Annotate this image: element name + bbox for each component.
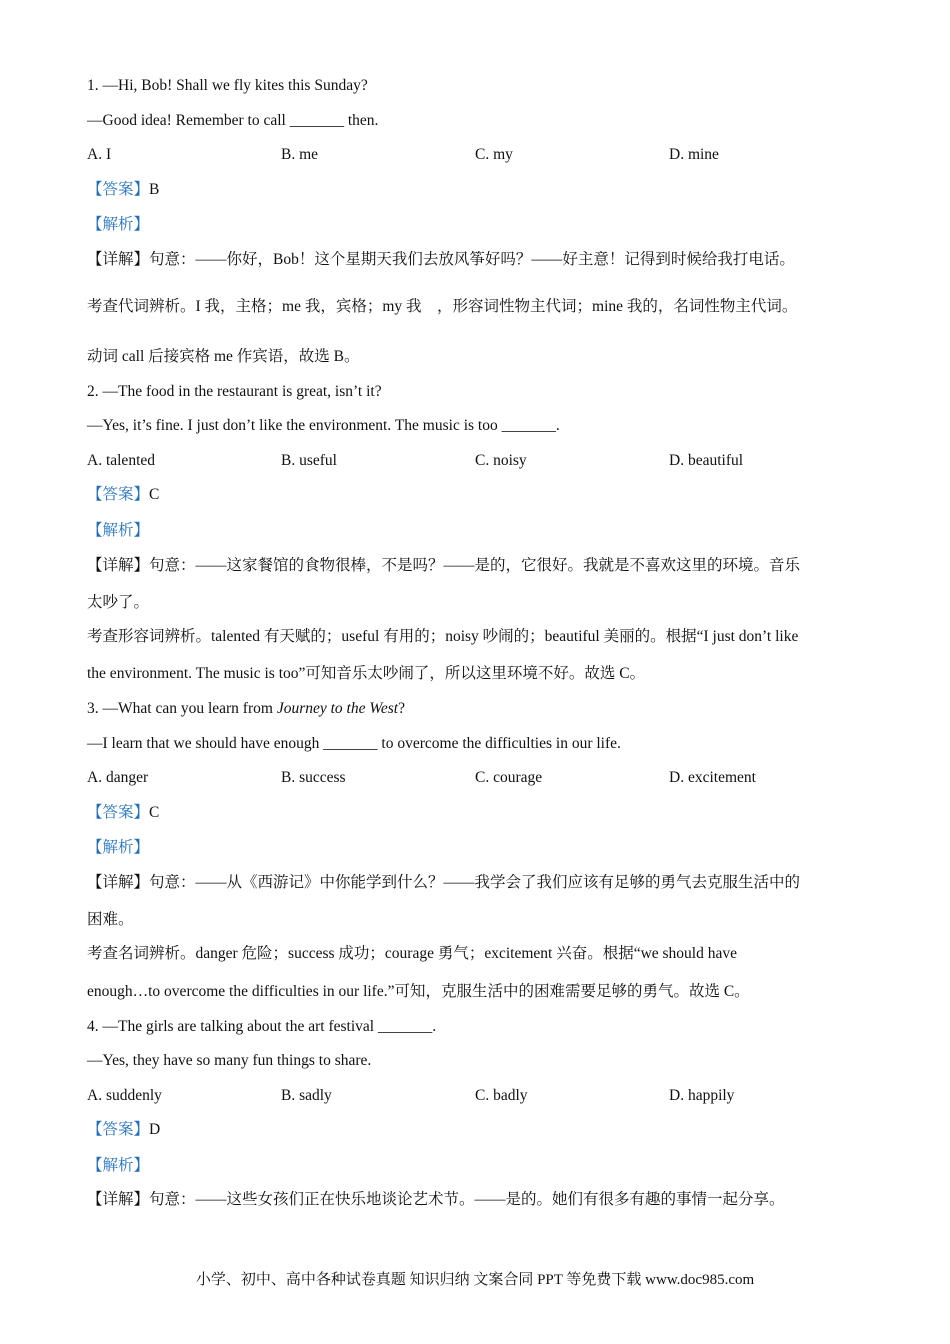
- q2-answer-value: C: [149, 486, 160, 503]
- q3-detail-cont: 困难。: [87, 911, 134, 928]
- detail-tag: 【详解】: [87, 874, 150, 891]
- detail-tag: 【详解】: [87, 251, 150, 268]
- q1-answer: [87, 180, 877, 200]
- q2-explain-1: 考查形容词辨析。talented 有天赋的；useful 有用的；noisy 吵闹的；beautiful 美丽的。根据“I just don’t like: [87, 628, 799, 645]
- q3-stem-end: ?: [398, 700, 405, 717]
- q2-option-d: D. beautiful: [669, 452, 744, 469]
- analysis-tag: 【解析】: [87, 1157, 150, 1174]
- q2-option-c: C. noisy: [475, 452, 527, 469]
- q4-answer: [87, 1120, 877, 1140]
- q3-stem: [87, 699, 877, 719]
- q2-option-a: A. talented: [87, 452, 156, 469]
- q4-analysis: [87, 1156, 877, 1176]
- q3-option-c: C. courage: [475, 769, 543, 786]
- q4-detail-text: 句意：——这些女孩们正在快乐地谈论艺术节。——是的。她们有很多有趣的事情一起分享。: [149, 1191, 785, 1208]
- answer-tag: 【答案】: [87, 1121, 150, 1138]
- q1-stem-reply: —Good idea! Remember to call _______ then.: [87, 112, 379, 129]
- q3-detail-text: 句意：——从《西游记》中你能学到什么？——我学会了我们应该有足够的勇气去克服生活中的: [149, 874, 801, 891]
- q4-option-c: C. badly: [475, 1087, 528, 1104]
- q4-stem-reply: —Yes, they have so many fun things to share.: [87, 1052, 372, 1069]
- q2-answer: [87, 485, 877, 505]
- q3-answer: [87, 803, 877, 823]
- q2-analysis: [87, 521, 877, 541]
- q4-answer-value: D: [149, 1121, 161, 1138]
- q4-stem: 4. —The girls are talking about the art festival _______.: [87, 1018, 437, 1035]
- detail-tag: 【详解】: [87, 1191, 150, 1208]
- q4-option-d: D. happily: [669, 1087, 735, 1104]
- q2-explain-2: the environment. The music is too”可知音乐太吵闹了，所以这里环境不好。故选 C。: [87, 665, 646, 682]
- q1-option-a: A. I: [87, 146, 112, 163]
- q1-stem: 1. —Hi, Bob! Shall we fly kites this Sunday?: [87, 77, 368, 94]
- q3-answer-value: C: [149, 804, 160, 821]
- q2-stem: 2. —The food in the restaurant is great, isn’t it?: [87, 383, 382, 400]
- q1-option-b: B. me: [281, 146, 319, 163]
- q3-option-d: D. excitement: [669, 769, 756, 786]
- q1-analysis: [87, 215, 877, 235]
- q2-detail-text: 句意：——这家餐馆的食物很棒，不是吗？——是的，它很好。我就是不喜欢这里的环境。音乐: [149, 557, 801, 574]
- analysis-tag: 【解析】: [87, 839, 150, 856]
- q3-explain-1: 考查名词辨析。danger 危险；success 成功；courage 勇气；excitement 兴奋。根据“we should have: [87, 945, 738, 962]
- q2-detail: [87, 556, 877, 576]
- q4-option-b: B. sadly: [281, 1087, 332, 1104]
- detail-tag: 【详解】: [87, 557, 150, 574]
- q3-explain-2: enough…to overcome the difficulties in our life.”可知，克服生活中的困难需要足够的勇气。故选 C。: [87, 983, 750, 1000]
- answer-tag: 【答案】: [87, 486, 150, 503]
- q2-stem-reply: —Yes, it’s fine. I just don’t like the environment. The music is too _______.: [87, 417, 560, 434]
- q1-explain-2: 动词 call 后接宾格 me 作宾语，故选 B。: [87, 348, 360, 365]
- analysis-tag: 【解析】: [87, 522, 150, 539]
- q2-detail-cont: 太吵了。: [87, 594, 150, 611]
- q3-stem-text: 3. —What can you learn from: [87, 700, 277, 717]
- q3-book-title: Journey to the West: [276, 700, 399, 717]
- q3-option-b: B. success: [281, 769, 346, 786]
- q1-detail: [87, 250, 877, 270]
- q1-answer-value: B: [149, 181, 160, 198]
- q3-stem-reply: —I learn that we should have enough _______ to overcome the difficulties in our life.: [87, 735, 621, 752]
- q4-detail: [87, 1190, 877, 1210]
- q4-option-a: A. suddenly: [87, 1087, 162, 1104]
- q2-option-b: B. useful: [281, 452, 337, 469]
- q1-option-d: D. mine: [669, 146, 719, 163]
- page-footer: 小学、初中、高中各种试卷真题 知识归纳 文案合同 PPT 等免费下载 www.doc985.com: [195, 1272, 755, 1288]
- analysis-tag: 【解析】: [87, 216, 150, 233]
- q3-analysis: [87, 838, 877, 858]
- q1-option-c: C. my: [475, 146, 513, 163]
- answer-tag: 【答案】: [87, 181, 150, 198]
- q1-explain-1: 考查代词辨析。I 我，主格；me 我，宾格；my 我 ，形容词性物主代词；mine 我的，名词性物主代词。: [87, 298, 798, 315]
- answer-tag: 【答案】: [87, 804, 150, 821]
- q1-detail-text: 句意：——你好，Bob！这个星期天我们去放风筝好吗？——好主意！记得到时候给我打电话。: [149, 251, 795, 268]
- q3-detail: [87, 873, 877, 893]
- q3-option-a: A. danger: [87, 769, 149, 786]
